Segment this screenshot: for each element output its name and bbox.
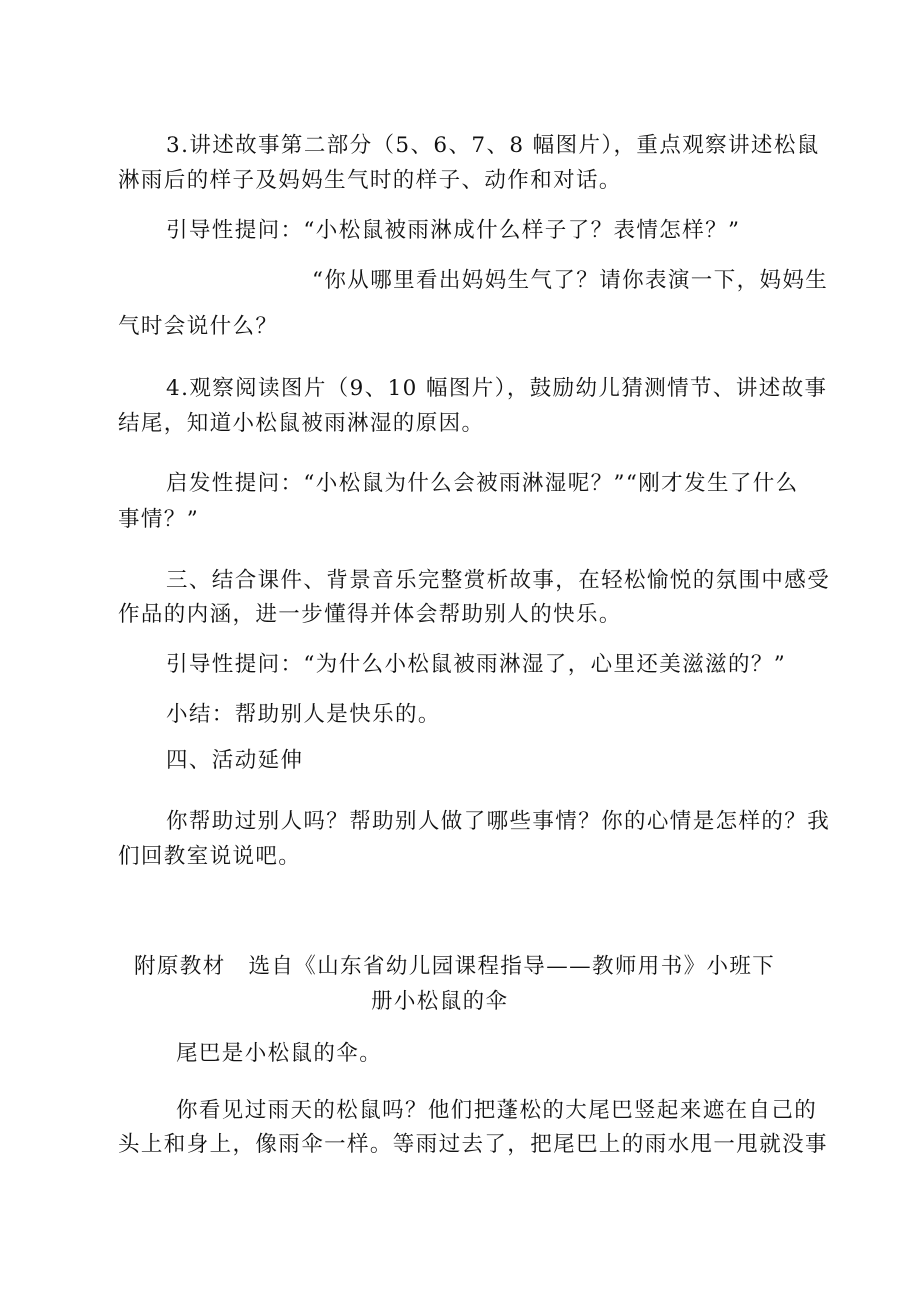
section4-line1: 4.观察阅读图片（9、10 幅图片），鼓励幼儿猜测情节、讲述故事: [166, 376, 828, 401]
section4-prompt-line2: 事情？”: [118, 507, 200, 532]
part3-prompt: 引导性提问：“为什么小松鼠被雨淋湿了，心里还美滋滋的？”: [166, 652, 787, 677]
part4-line1: 你帮助过别人吗？帮助别人做了哪些事情？你的心情是怎样的？我: [166, 809, 831, 834]
part3-line2: 作品的内涵，进一步懂得并体会帮助别人的快乐。: [118, 602, 622, 627]
part4-line2: 们回教室说说吧。: [118, 844, 302, 869]
part4-heading: 四、活动延伸: [166, 748, 304, 773]
appendix-line2: 册小松鼠的伞: [371, 989, 509, 1014]
part3-line1: 三、结合课件、背景音乐完整赏析故事，在轻松愉悦的氛围中感受: [166, 568, 831, 593]
appendix-line1: 附原教材 选自《山东省幼儿园课程指导——教师用书》小班下: [134, 954, 776, 979]
section4-prompt-line1: 启发性提问：“小松鼠为什么会被雨淋湿呢？”“刚才发生了什么: [166, 471, 799, 496]
section3-prompt-line2: “你从哪里看出妈妈生气了？请你表演一下，妈妈生: [312, 268, 829, 293]
story-para2-line1: 你看见过雨天的松鼠吗？他们把蓬松的大尾巴竖起来遮在自己的: [176, 1098, 818, 1123]
story-line1: 尾巴是小松鼠的伞。: [176, 1041, 383, 1066]
section4-line2: 结尾，知道小松鼠被雨淋湿的原因。: [118, 411, 485, 436]
section3-line2: 淋雨后的样子及妈妈生气时的样子、动作和对话。: [118, 168, 622, 193]
section3-prompt-line1: 引导性提问：“小松鼠被雨淋成什么样子了？表情怎样？”: [166, 218, 741, 243]
section3-line1: 3.讲述故事第二部分（5、6、7、8 幅图片），重点观察讲述松鼠: [166, 133, 820, 158]
summary-text: 小结：帮助别人是快乐的。: [166, 702, 441, 727]
story-para2-line2: 头上和身上，像雨伞一样。等雨过去了，把尾巴上的雨水甩一甩就没事: [118, 1132, 828, 1157]
section3-prompt-line3: 气时会说什么？: [118, 314, 279, 339]
